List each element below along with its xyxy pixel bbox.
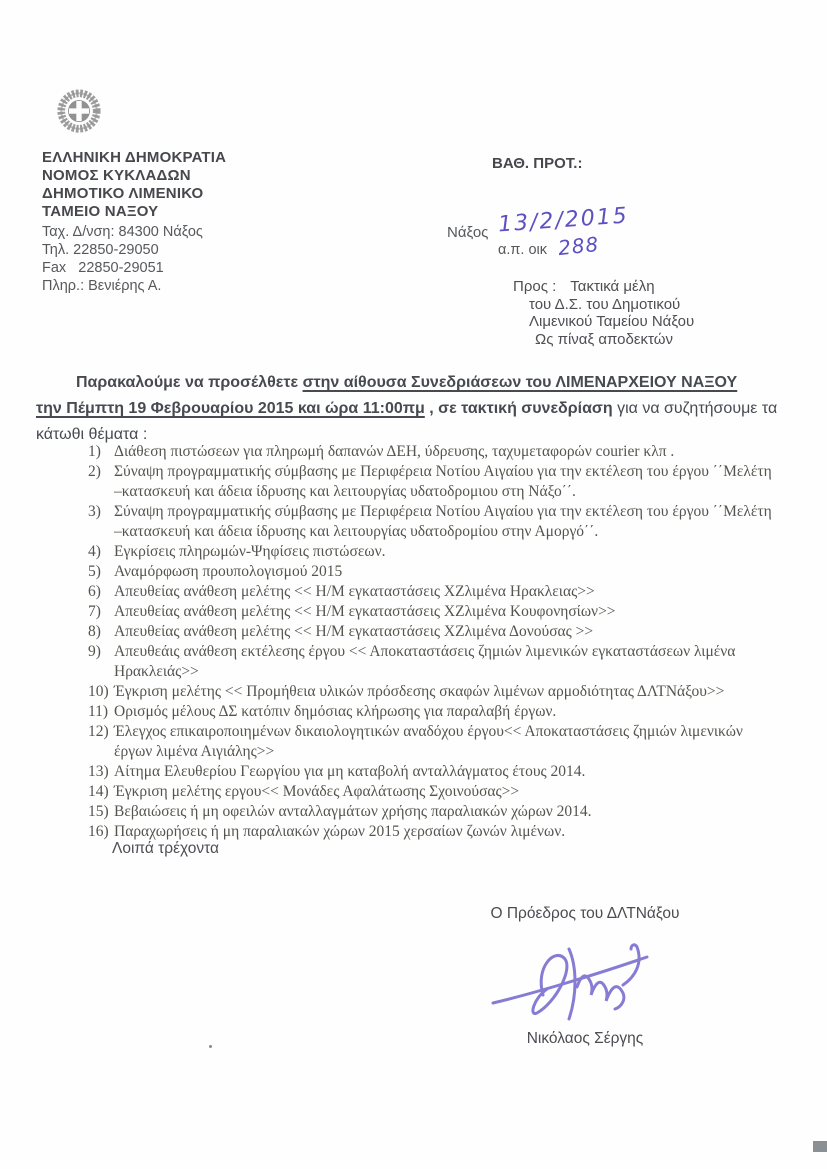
- to-lines: [529, 296, 780, 348]
- sender-org-line: ΤΑΜΕΙΟ ΝΑΞΟΥ: [42, 203, 159, 220]
- agenda-item-text: Διάθεση πιστώσεων για πληρωμή δαπανών ΔΕΗ, ύδρευσης, ταχυμεταφορών courier κλπ .: [114, 443, 675, 460]
- handwritten-date: 13/2/2015: [497, 203, 630, 238]
- agenda-item: [88, 602, 780, 622]
- agenda-item-number: 13): [88, 763, 109, 780]
- signer-name: Νικόλαος Σέργης: [526, 1030, 644, 1047]
- agenda-item-number: 9): [88, 643, 101, 660]
- agenda-item: [88, 542, 780, 562]
- signature-block: [430, 905, 740, 1048]
- agenda-item: [88, 782, 780, 802]
- sender-org-line: ΕΛΛΗΝΙΚΗ ΔΗΜΟΚΡΑΤΙΑ: [42, 149, 227, 166]
- scan-artifact: [209, 1045, 212, 1048]
- to-label: Προς :: [513, 278, 557, 295]
- agenda-item-number: 15): [88, 803, 109, 820]
- sender-contact-lines: [42, 223, 342, 295]
- intro-lead: Παρακαλούμε να προσέλθετε: [76, 374, 303, 391]
- agenda-item-number: 6): [88, 583, 101, 600]
- agenda-item-text: Έγκριση μελέτης εργου<< Μονάδες Αφαλάτωσης Σχοινούσας>>: [114, 783, 520, 800]
- intro-session: , σε τακτική συνεδρίαση: [424, 400, 618, 417]
- invitation-paragraph: [36, 370, 798, 448]
- sender-org-line: ΔΗΜΟΤΙΚΟ ΛΙΜΕΝΙΚΟ: [42, 185, 204, 202]
- agenda-item: [88, 642, 780, 682]
- agenda-item: [88, 562, 780, 582]
- agenda-item-number: 12): [88, 723, 109, 740]
- protocol-block: [440, 155, 780, 348]
- agenda-item-text: Βεβαιώσεις ή μη οφειλών ανταλλαγμάτων χρήσης παραλιακών χώρων 2014.: [114, 803, 592, 820]
- agenda-item-number: 11): [88, 703, 109, 720]
- agenda-item-text: Απευθείας ανάθεση μελέτης << Η/Μ εγκαταστάσεις ΧΖλιμένα Δονούσας >>: [114, 623, 594, 640]
- agenda-item: [88, 462, 780, 502]
- closing-note: Λοιπά τρέχοντα: [112, 840, 219, 857]
- agenda-item-text: Έλεγχος επικαιροποιημένων δικαιολογητικών αναδόχου έργου<< Αποκαταστάσεις ζημιών λιμενικών έργων λιμένα Αιγιάλης>>: [114, 723, 743, 760]
- agenda-item-text: Αίτημα Ελευθερίου Γεωργίου για μη καταβολή ανταλλάγματος έτους 2014.: [114, 763, 586, 780]
- sender-contact-line: Ταχ. Δ/νση: 84300 Νάξος: [42, 224, 203, 240]
- recipients-block: [513, 278, 780, 348]
- sender-block: [42, 88, 342, 295]
- agenda-item-number: 1): [88, 443, 101, 460]
- agenda-item-text: Απευθείας ανάθεση μελέτης << Η/Μ εγκαταστάσεις ΧΖλιμένα Ηρακλειας>>: [114, 583, 595, 600]
- agenda-item-number: 5): [88, 563, 101, 580]
- sender-org-lines: [42, 149, 342, 221]
- agenda-item-number: 10): [88, 683, 109, 700]
- place-label: Νάξος: [447, 224, 489, 241]
- to-line: Ως πίναξ αποδεκτών: [535, 330, 673, 348]
- intro-datetime: την Πέμπτη 19 Φεβρουαρίου 2015 και ώρα 11:00πμ: [36, 400, 425, 417]
- signer-title: Ο Πρόεδρος του ΔΛΤΝάξου: [490, 905, 680, 922]
- agenda-item: [88, 702, 780, 722]
- agenda-item: [88, 442, 780, 462]
- sender-org-line: ΝΟΜΟΣ ΚΥΚΛΑΔΩΝ: [42, 167, 191, 184]
- agenda-item: [88, 822, 780, 842]
- handwritten-signature-icon: [485, 937, 685, 1023]
- agenda-item-number: 16): [88, 823, 109, 840]
- agenda-item-text: Σύναψη προγραμματικής σύμβασης με Περιφέρεια Νοτίου Αιγαίου για την εκτέλεση του έργου ΄΄Μελέτη –κατασκευή και άδεια ίδρυσης και λειτουργίας υδατοδρομιου στη Νάξο΄΄.: [114, 463, 772, 500]
- intro-venue: στην αίθουσα Συνεδριάσεων του ΛΙΜΕΝΑΡΧΕΙΟΥ ΝΑΞΟΥ: [302, 374, 738, 391]
- sender-contact-line: Fax 22850-29051: [42, 260, 164, 276]
- to-line-first: Τακτικά μέλη: [570, 278, 655, 295]
- agenda-item: [88, 682, 780, 702]
- greek-coat-of-arms-icon: [56, 88, 102, 136]
- agenda-item: [88, 722, 780, 762]
- agenda-list: [88, 442, 780, 842]
- intro-tail2: κάτωθι θέματα :: [36, 426, 148, 443]
- agenda-item-number: 2): [88, 463, 101, 480]
- agenda-item-text: Έγκριση μελέτης << Προμήθεια υλικών πρόσδεσης σκαφών λιμένων αρμοδιότητας ΔΛΤΝάξου>>: [114, 683, 725, 700]
- agenda-item: [88, 622, 780, 642]
- agenda-item-number: 3): [88, 503, 101, 520]
- agenda-item: [88, 802, 780, 822]
- sender-contact-line: Τηλ. 22850-29050: [42, 242, 159, 258]
- agenda-item-text: Παραχωρήσεις ή μη παραλιακών χώρων 2015 χερσαίων ζωνών λιμένων.: [114, 823, 566, 840]
- agenda-item-text: Σύναψη προγραμματικής σύμβασης με Περιφέρεια Νοτίου Αιγαίου για την εκτέλεση του έργου ΄΄Μελέτη –κατασκευή και άδεια ίδρυσης και λειτουργίας υδατοδρομίου στην Αμοργό΄΄.: [114, 503, 772, 540]
- handwritten-protocol-number: 288: [556, 231, 601, 261]
- agenda-item: [88, 502, 780, 542]
- agenda-item: [88, 762, 780, 782]
- agenda-item-text: Εγκρίσεις πληρωμών-Ψηφίσεις πιστώσεων.: [114, 543, 386, 560]
- agenda-item-text: Αναμόρφωση προυπολογισμού 2015: [114, 563, 343, 580]
- protocol-number-label: α.π. οικ: [498, 242, 548, 258]
- scan-artifact: [813, 1141, 827, 1152]
- date-row: [440, 203, 780, 261]
- agenda-item-text: Ορισμός μέλους ΔΣ κατόπιν δημόσιας κλήρωσης για παραλαβή έργων.: [114, 703, 557, 720]
- agenda-item-number: 14): [88, 783, 109, 800]
- agenda-item: [88, 582, 780, 602]
- agenda-item-number: 8): [88, 623, 101, 640]
- to-line: Λιμενικού Ταμείου Νάξου: [529, 313, 695, 330]
- to-line: του Δ.Σ. του Δημοτικού: [529, 295, 681, 313]
- agenda-item-number: 7): [88, 603, 101, 620]
- agenda-item-text: Απευθεάις ανάθεση εκτέλεσης έργου << Αποκαταστάσεις ζημιών λιμενικών εγκαταστάσεων λιμένα Ηρακλειάς>>: [114, 643, 736, 680]
- agenda-item-number: 4): [88, 543, 101, 560]
- intro-tail: για να συζητήσουμε τα: [617, 400, 778, 417]
- protocol-label: ΒΑΘ. ΠΡΟΤ.:: [492, 155, 583, 172]
- sender-contact-line: Πληρ.: Βενιέρης Α.: [42, 278, 162, 294]
- agenda-item-text: Απευθείας ανάθεση μελέτης << Η/Μ εγκαταστάσεις ΧΖλιμένα Κουφονησίων>>: [114, 603, 616, 620]
